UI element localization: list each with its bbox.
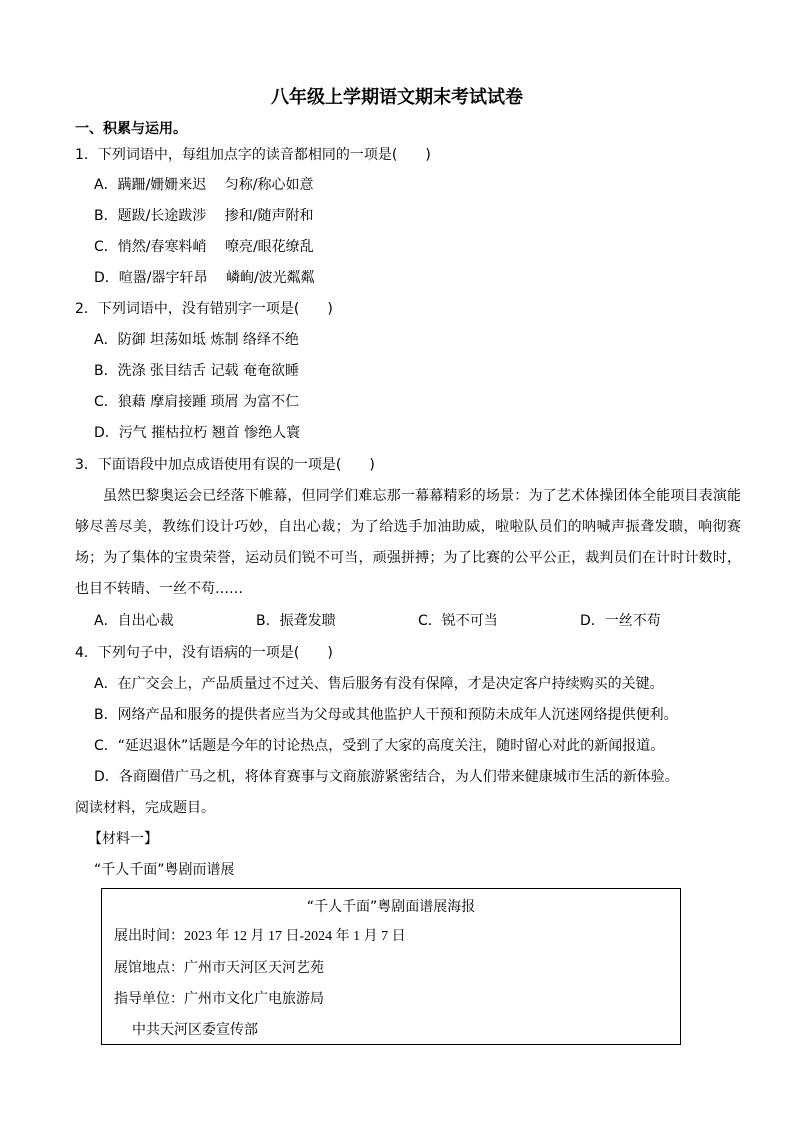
- poster-guide-unit-2: 中共天河区委宣传部: [132, 1022, 258, 1038]
- poster-time: 展出时间：2023 年 12 月 17 日-2024 年 1 月 7 日: [114, 929, 406, 944]
- material-1-label: 【材料一】: [88, 831, 158, 847]
- question-4-option-d: D．各商圈借广马之机，将体育赛事与文商旅游紧密结合，为人们带来健康城市生活的新体验。: [94, 769, 679, 785]
- question-1-stem: 1．下列词语中，每组加点字的读音都相同的一项是( ): [75, 147, 431, 163]
- section-heading: 一、积累与运用。: [75, 121, 187, 137]
- question-2-option-b: B．洗涤 张目结舌 记载 奄奄欲睡: [94, 363, 299, 379]
- question-4-stem: 4．下列句子中，没有语病的一项是( ): [75, 645, 333, 661]
- question-4-option-c: C．“延迟退休”话题是今年的讨论热点，受到了大家的高度关注，随时留心对此的新闻报道。: [94, 738, 665, 754]
- exam-title: 八年级上学期语文期末考试试卷: [271, 87, 523, 108]
- poster-guide-unit: 指导单位：广州市文化广电旅游局: [114, 991, 324, 1007]
- question-3-options: [94, 611, 734, 631]
- question-1-option-c: C．悄然/春寒料峭 嘹亮/眼花缭乱: [94, 239, 314, 255]
- question-2-option-a: A．防御 坦荡如坻 炼制 络绎不绝: [94, 332, 299, 348]
- question-3-option-c: C．锐不可当: [418, 613, 498, 629]
- question-3-stem: 3．下面语段中加点成语使用有误的一项是( ): [75, 457, 375, 473]
- question-1-option-a: A．蹒跚/姗姗来迟 匀称/称心如意: [94, 177, 314, 193]
- question-4-option-b: B．网络产品和服务的提供者应当为父母或其他监护人干预和预防未成年人沉迷网络提供便利。: [94, 707, 678, 723]
- question-3-option-a: A．自出心裁: [94, 613, 174, 629]
- question-3-option-b: B．振聋发聩: [256, 613, 336, 629]
- question-2-option-d: D．污气 摧枯拉朽 翘首 惨绝人寰: [94, 425, 301, 441]
- question-4-option-a: A．在广交会上，产品质量过不过关、售后服务有没有保障，才是决定客户持续购买的关键。: [94, 676, 664, 692]
- exhibit-caption: “千人千面”粤剧而谱展: [94, 862, 235, 878]
- question-2-option-c: C．狼藉 摩肩接踵 琐屑 为富不仁: [94, 394, 300, 410]
- question-1-option-d: D．喧嚣/器宇轩昂 嶙峋/波光粼粼: [94, 270, 315, 286]
- poster-venue: 展馆地点：广州市天河区天河艺苑: [114, 960, 324, 976]
- question-1-option-b: B．题跋/长途跋涉 掺和/随声附和: [94, 208, 314, 224]
- exhibit-poster-box: [101, 888, 681, 1045]
- question-3-passage: 虽然巴黎奥运会已经落下帷幕，但同学们难忘那一幕幕精彩的场景：为了艺术体操团体全能项目表演能够尽善尽美，教练们设计巧妙，自出心裁；为了给选手加油助威，啦啦队员们的呐喊声振聋发聩，响彻赛场；为了集体的宝贵荣誉，运动员们锐不可当，顽强拼搏；为了比赛的公平公正，裁判员们在计时计数时，也目不转睛、一丝不苟……: [75, 488, 741, 597]
- reading-intro: 阅读材料，完成题目。: [75, 800, 215, 816]
- question-2-stem: 2．下列词语中，没有错别字一项是( ): [75, 301, 333, 317]
- poster-title: “千人千面”粤剧面谱展海报: [306, 899, 476, 915]
- question-3-option-d: D．一丝不苟: [580, 613, 661, 629]
